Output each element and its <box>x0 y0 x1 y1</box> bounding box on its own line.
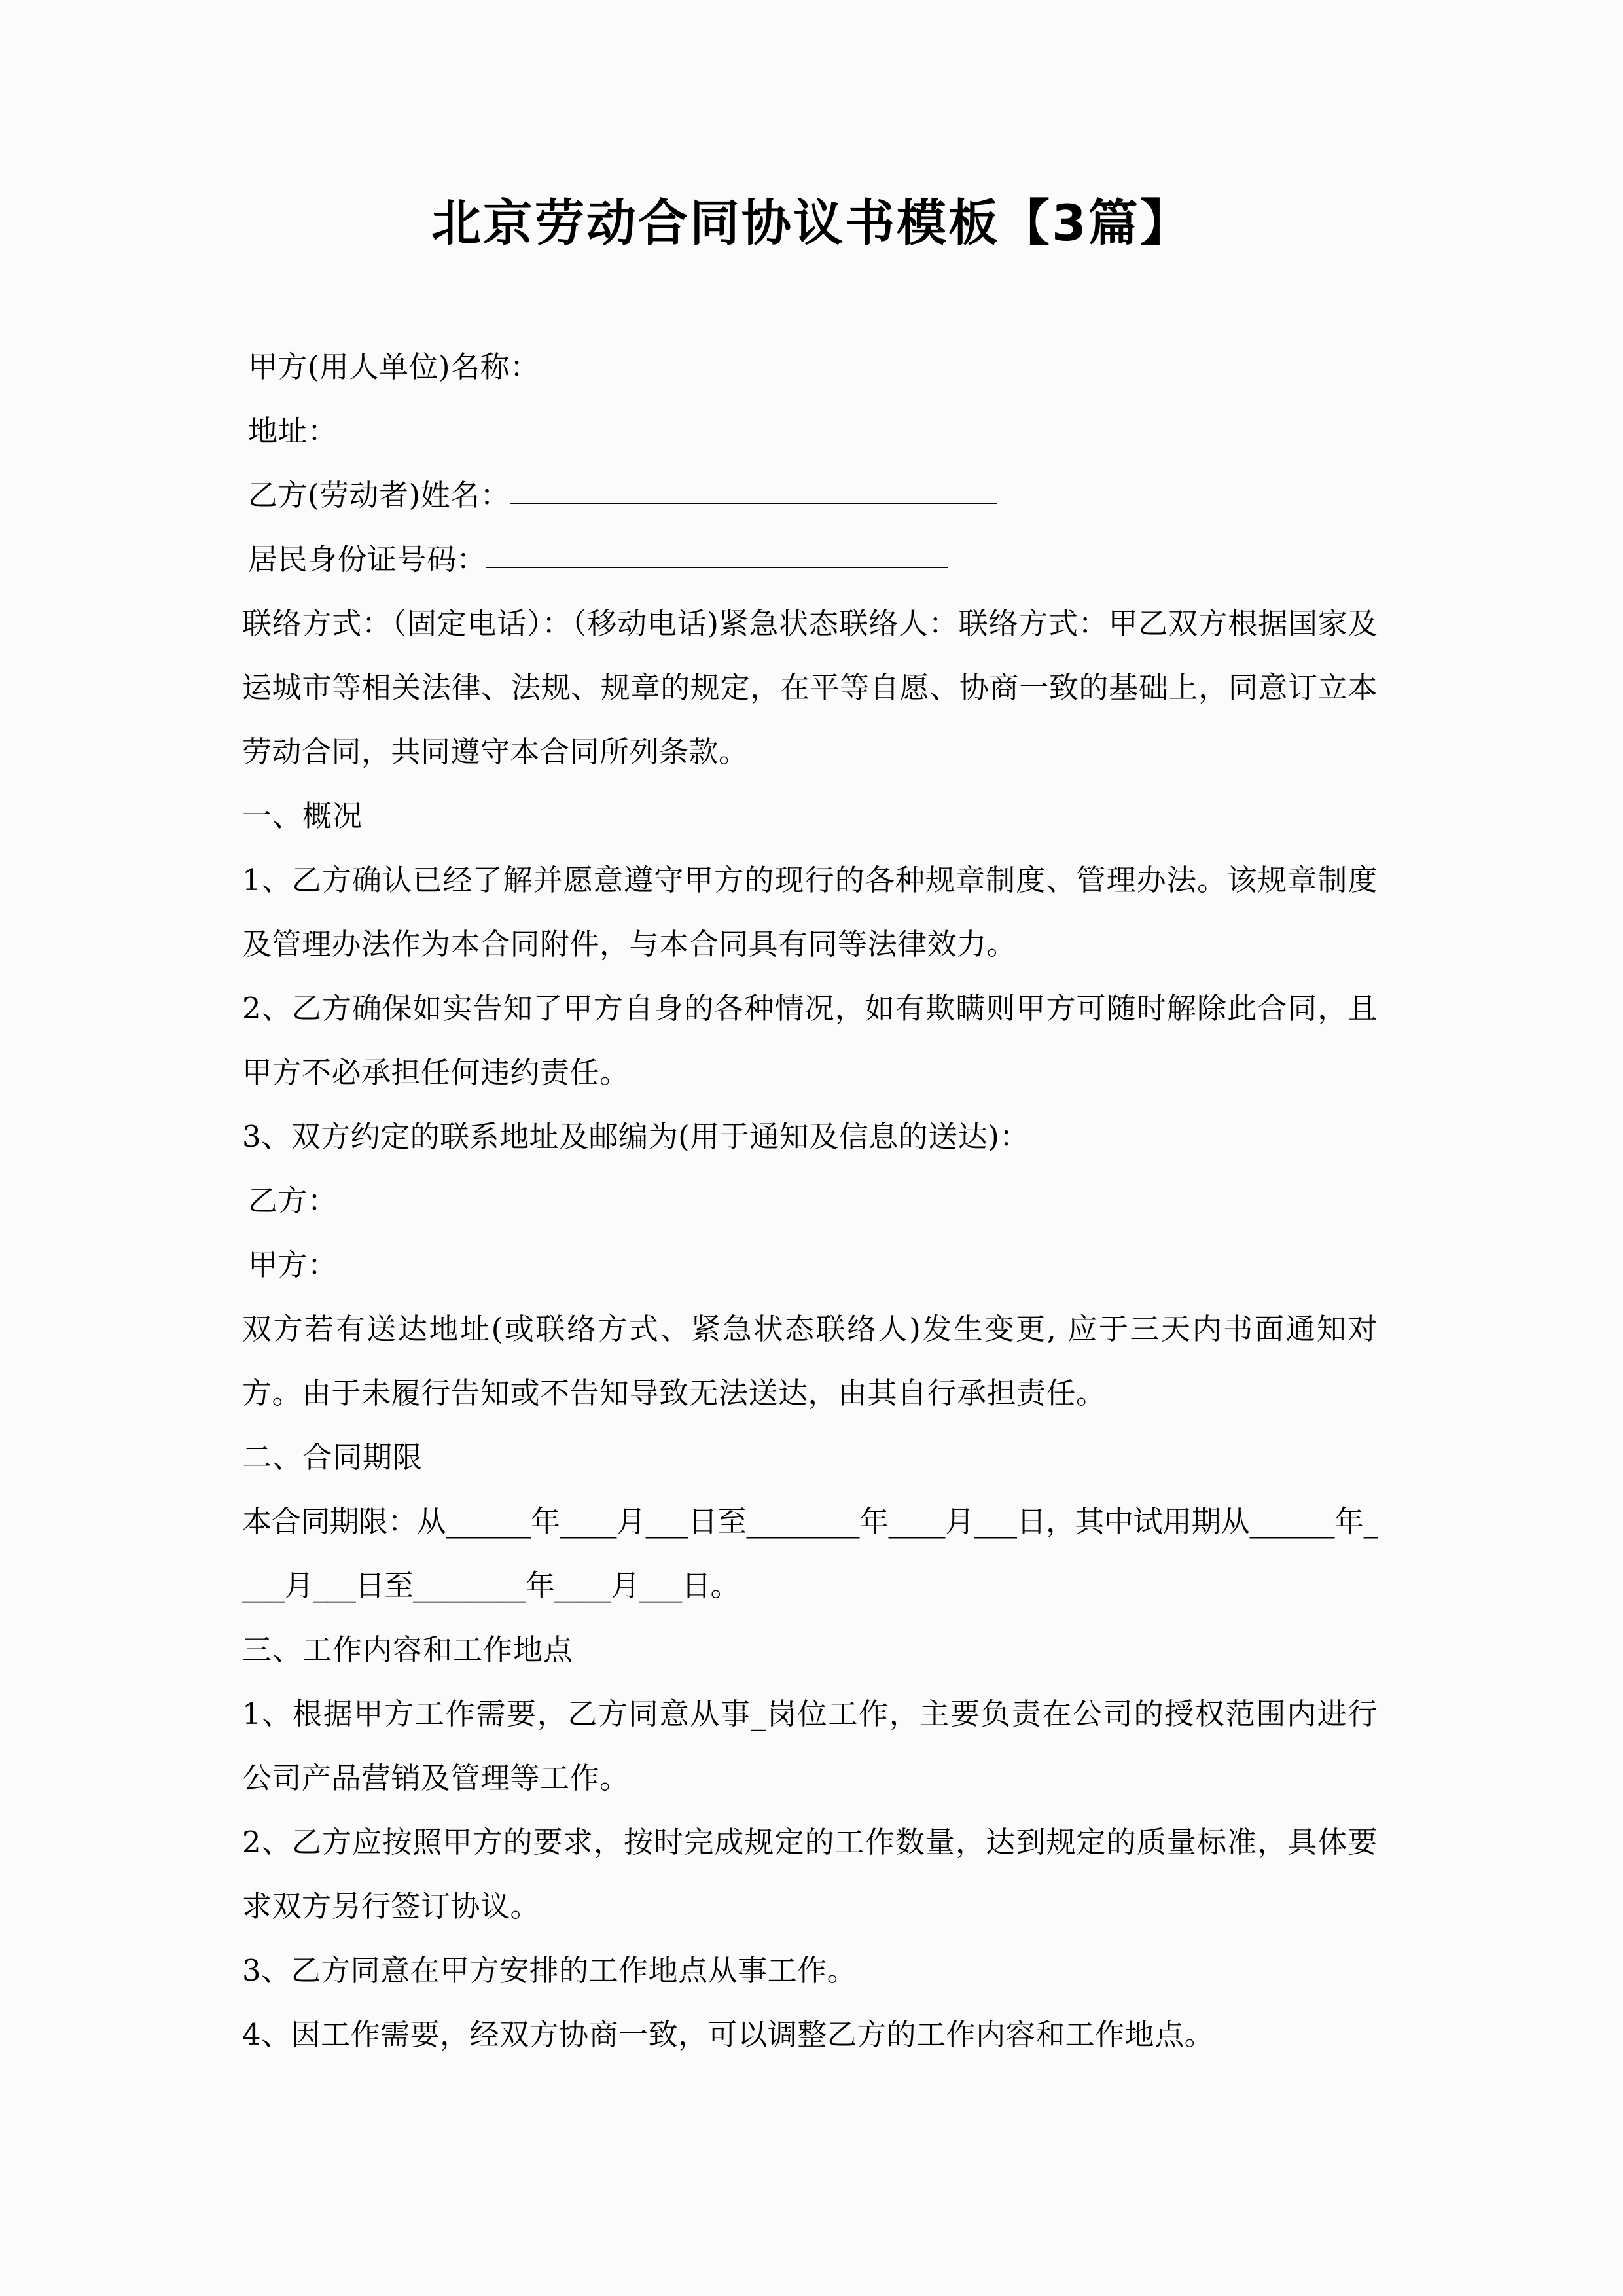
party-b-name-blank[interactable] <box>510 480 997 504</box>
id-number-blank[interactable] <box>486 545 948 568</box>
paragraph-item-3-2: 2、乙方应按照甲方的要求，按时完成规定的工作数量，达到规定的质量标准，具体要求双方另行签订协议。 <box>242 1825 1378 1924</box>
party-b-name-label: 乙方(劳动者)姓名： <box>248 478 510 512</box>
paragraph-item-3-3: 3、乙方同意在甲方安排的工作地点从事工作。 <box>242 1953 857 1988</box>
field-address <box>242 399 1378 463</box>
address-label: 地址： <box>248 414 338 448</box>
field-party-b-name <box>242 463 1378 528</box>
paragraph-item-1-3: 3、双方约定的联系地址及邮编为(用于通知及信息的送达)： <box>242 1119 1029 1154</box>
field-party-a-line: 甲方： <box>248 1247 338 1282</box>
paragraph-item-3-4: 4、因工作需要，经双方协商一致，可以调整乙方的工作内容和工作地点。 <box>242 2017 1215 2052</box>
id-number-label: 居民身份证号码： <box>248 542 487 577</box>
paragraph-contract-term: 本合同期限：从______年____月___日至________年____月___日，其中试用期从______年____月___日至________年____月___日。 <box>242 1504 1378 1603</box>
paragraph-item-3-1: 1、根据甲方工作需要，乙方同意从事_岗位工作，主要负责在公司的授权范围内进行公司产品营销及管理等工作。 <box>242 1696 1378 1795</box>
field-id-number <box>242 528 1378 592</box>
heading-section-two: 二、合同期限 <box>242 1440 423 1475</box>
paragraph-contact-intro: 联络方式：（固定电话）：（移动电话)紧急状态联络人：联络方式：甲乙双方根据国家及运城市等相关法律、法规、规章的规定，在平等自愿、协商一致的基础上，同意订立本劳动合同，共同遵守本合同所列条款。 <box>242 606 1378 769</box>
party-a-name-label: 甲方(用人单位)名称： <box>248 350 540 384</box>
paragraph-item-1-1: 1、乙方确认已经了解并愿意遵守甲方的现行的各种规章制度、管理办法。该规章制度及管理办法作为本合同附件，与本合同具有同等法律效力。 <box>242 863 1378 961</box>
field-party-b-line: 乙方： <box>248 1183 338 1218</box>
paragraph-item-1-2: 2、乙方确保如实告知了甲方自身的各种情况，如有欺瞒则甲方可随时解除此合同，且甲方不必承担任何违约责任。 <box>242 991 1378 1090</box>
paragraph-delivery-note: 双方若有送达地址(或联络方式、紧急状态联络人)发生变更, 应于三天内书面通知对方。由于未履行告知或不告知导致无法送达，由其自行承担责任。 <box>242 1312 1378 1410</box>
heading-section-three: 三、工作内容和工作地点 <box>242 1632 574 1667</box>
heading-section-one: 一、概况 <box>242 798 363 833</box>
document-body <box>242 335 1378 2067</box>
page-title: 北京劳动合同协议书模板【3篇】 <box>431 194 1192 252</box>
field-party-a-name <box>242 335 1378 399</box>
